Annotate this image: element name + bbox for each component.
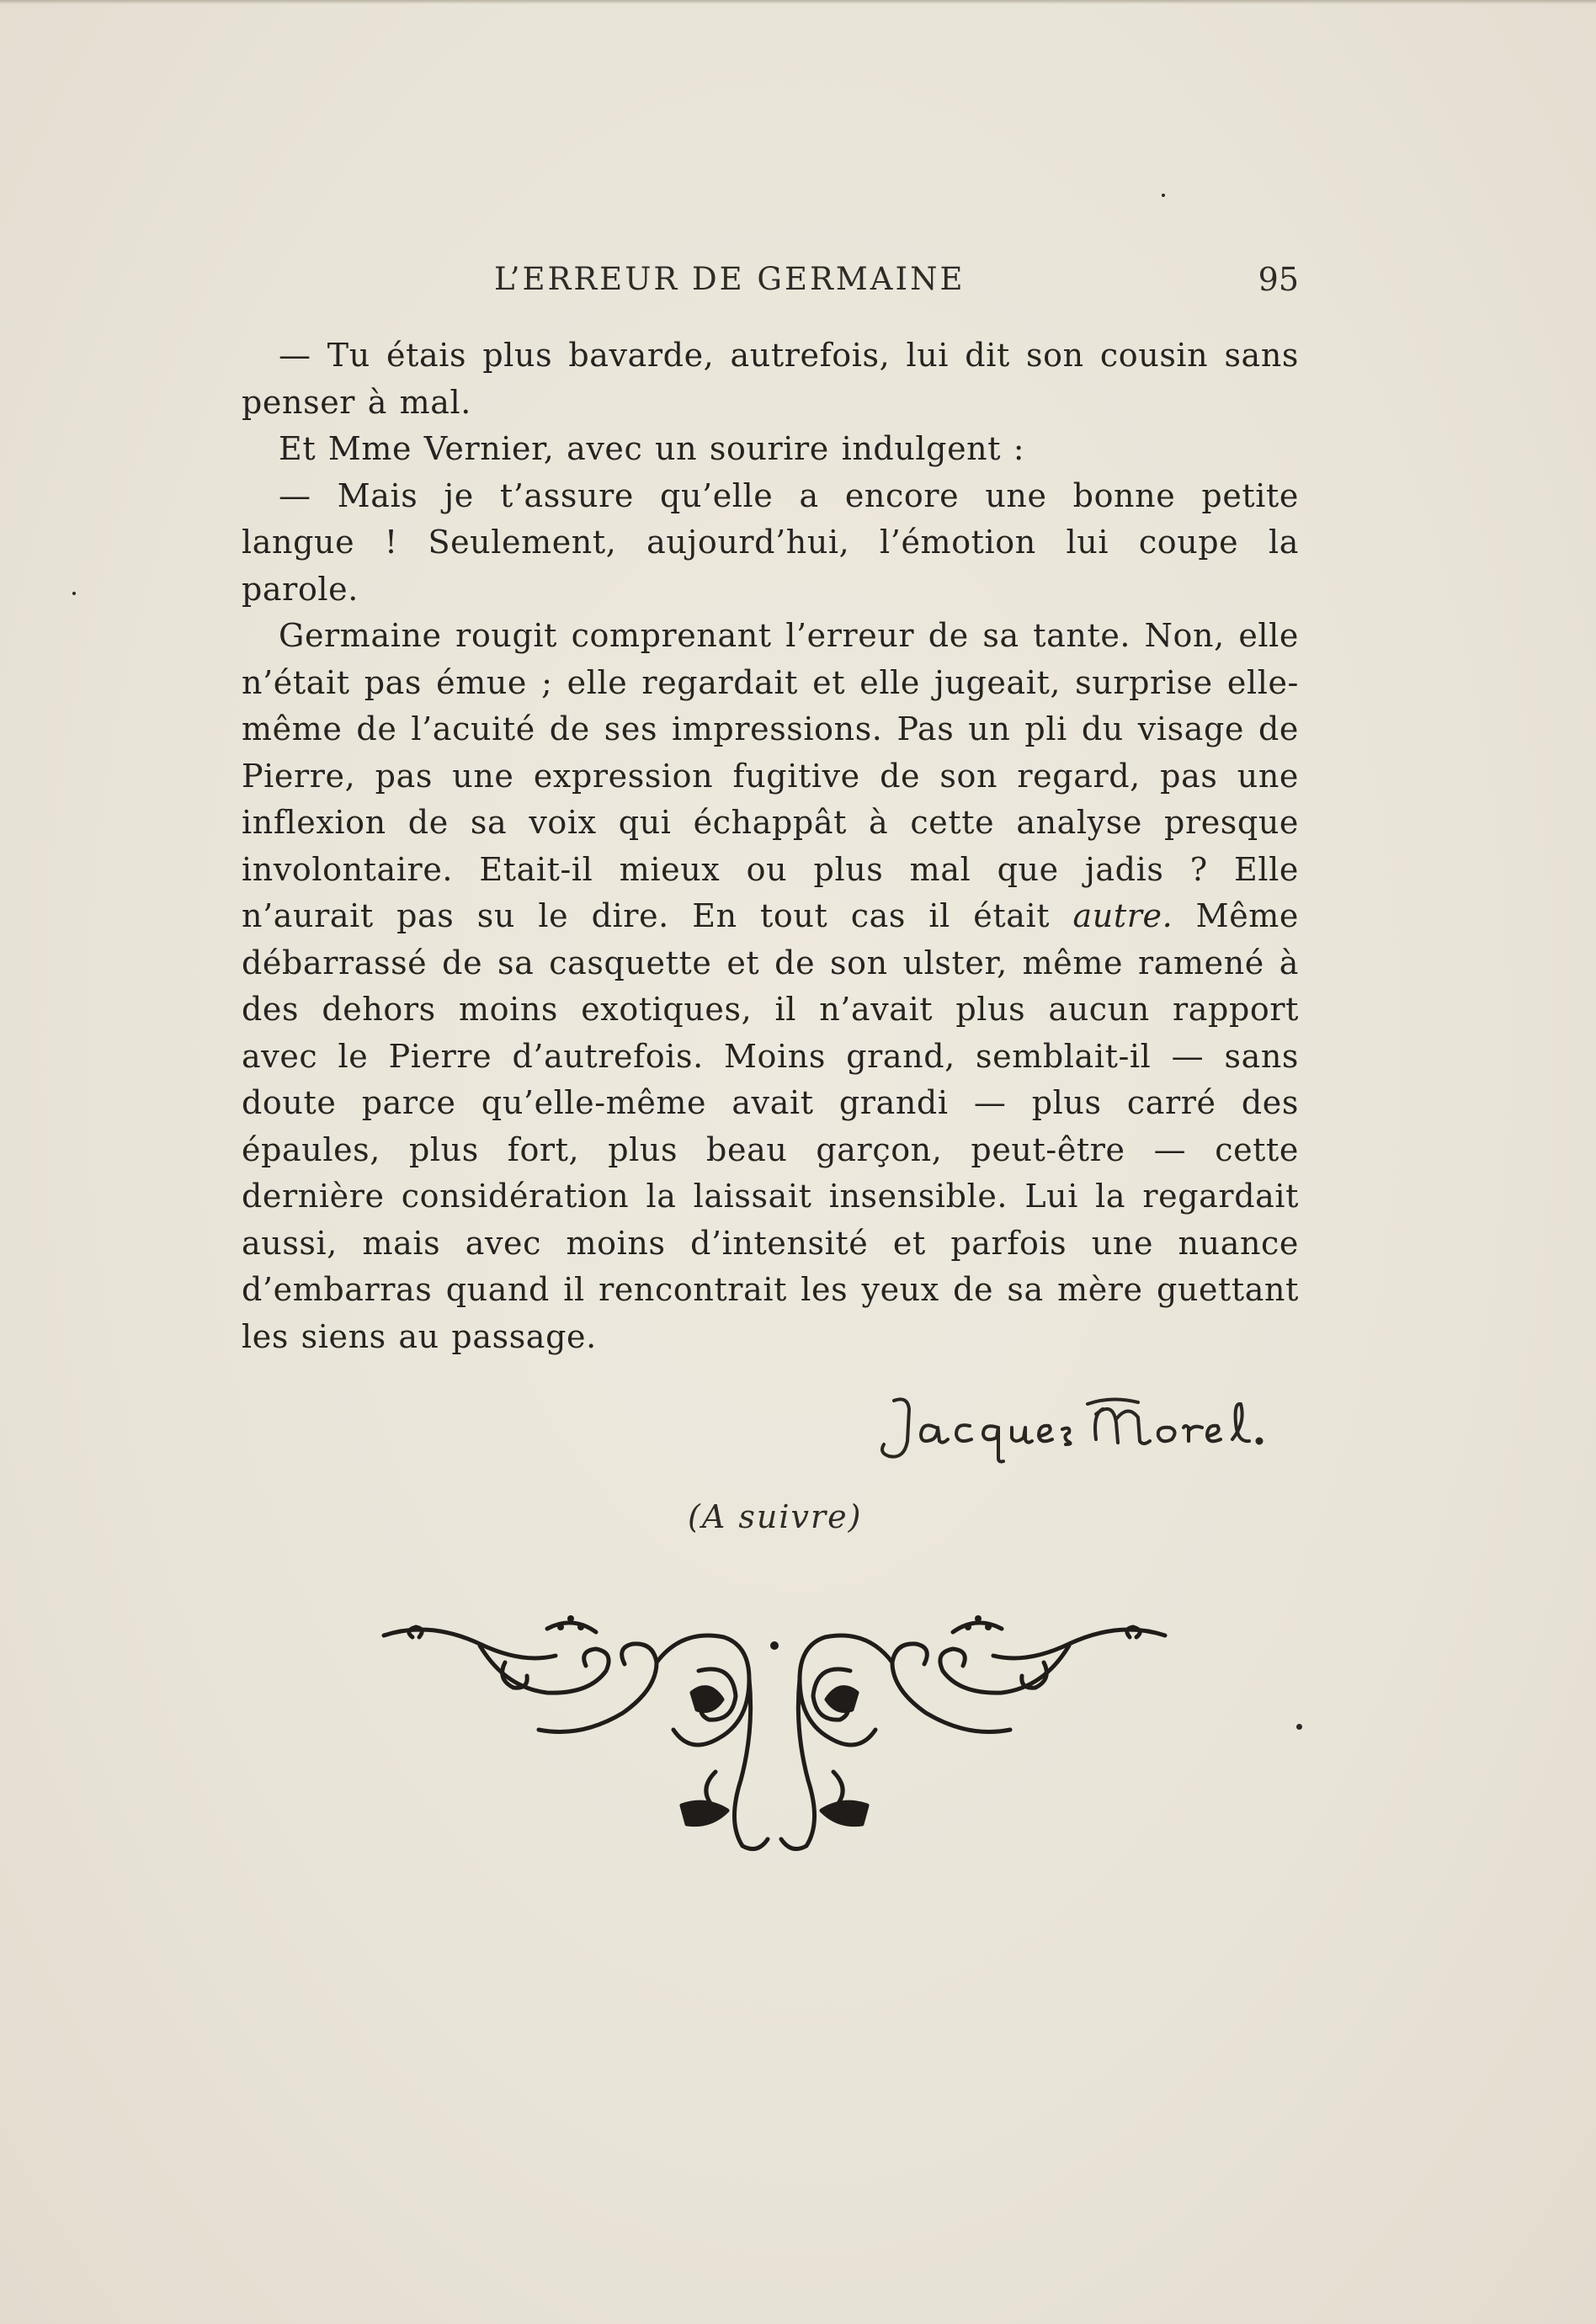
paragraph-long: [242, 613, 1299, 1360]
paper-speck: [72, 592, 76, 595]
floral-vignette-ornament: [379, 1612, 1170, 1856]
body-text: [242, 332, 1299, 1360]
to-be-continued: (A suivre): [688, 1498, 863, 1535]
paragraph: — Mais je t’assure qu’elle a encore une bonne petite langue ! Seulement, aujourd’hui, l’émotion lui coupe la parole.: [242, 476, 1299, 608]
paragraph-long-end: Même débarrassé de sa casquette et de son ulster, même ramené à des dehors moins exotiques, il n’avait plus aucun rapport avec le Pierre d’autrefois. Moins grand, semblait-il — sans doute parce qu’elle-même avait grandi — plus carré des épaules, plus fort, plus beau garçon, peut-être — cette dernière considération la laissait insensible. Lui la regardait aussi, mais avec moins d’intensité et parfois une nuance d’embarras quand il rencontrait les yeux de sa mère guettant les siens au passage.: [242, 897, 1300, 1355]
paragraph-long-start: Germaine rougit comprenant l’erreur de sa tante. Non, elle n’était pas émue ; elle regardait et elle jugeait, surprise elle-même de l’acuité de ses impressions. Pas un pli du visage de Pierre, pas une expression fugitive de son regard, pas une inflexion de sa voix qui échappât à cette analyse presque involontaire. Etait-il mieux ou plus mal que jadis ? Elle n’aurait pas su le dire. En tout cas il était: [242, 617, 1299, 934]
emphasized-word: autre.: [1072, 897, 1173, 934]
page-top-edge: [0, 0, 1596, 4]
handwritten-signature: [875, 1389, 1279, 1465]
paragraph: — Tu étais plus bavarde, autrefois, lui dit son cousin sans penser à mal.: [242, 337, 1299, 421]
page-number: 95: [1258, 261, 1299, 298]
paper-speck: [1296, 1724, 1302, 1730]
paragraph: Et Mme Vernier, avec un sourire indulgent :: [279, 430, 1025, 467]
running-title: L’ERREUR DE GERMAINE: [494, 261, 966, 297]
page-header: [242, 254, 1299, 305]
paper-speck: [1162, 194, 1165, 197]
